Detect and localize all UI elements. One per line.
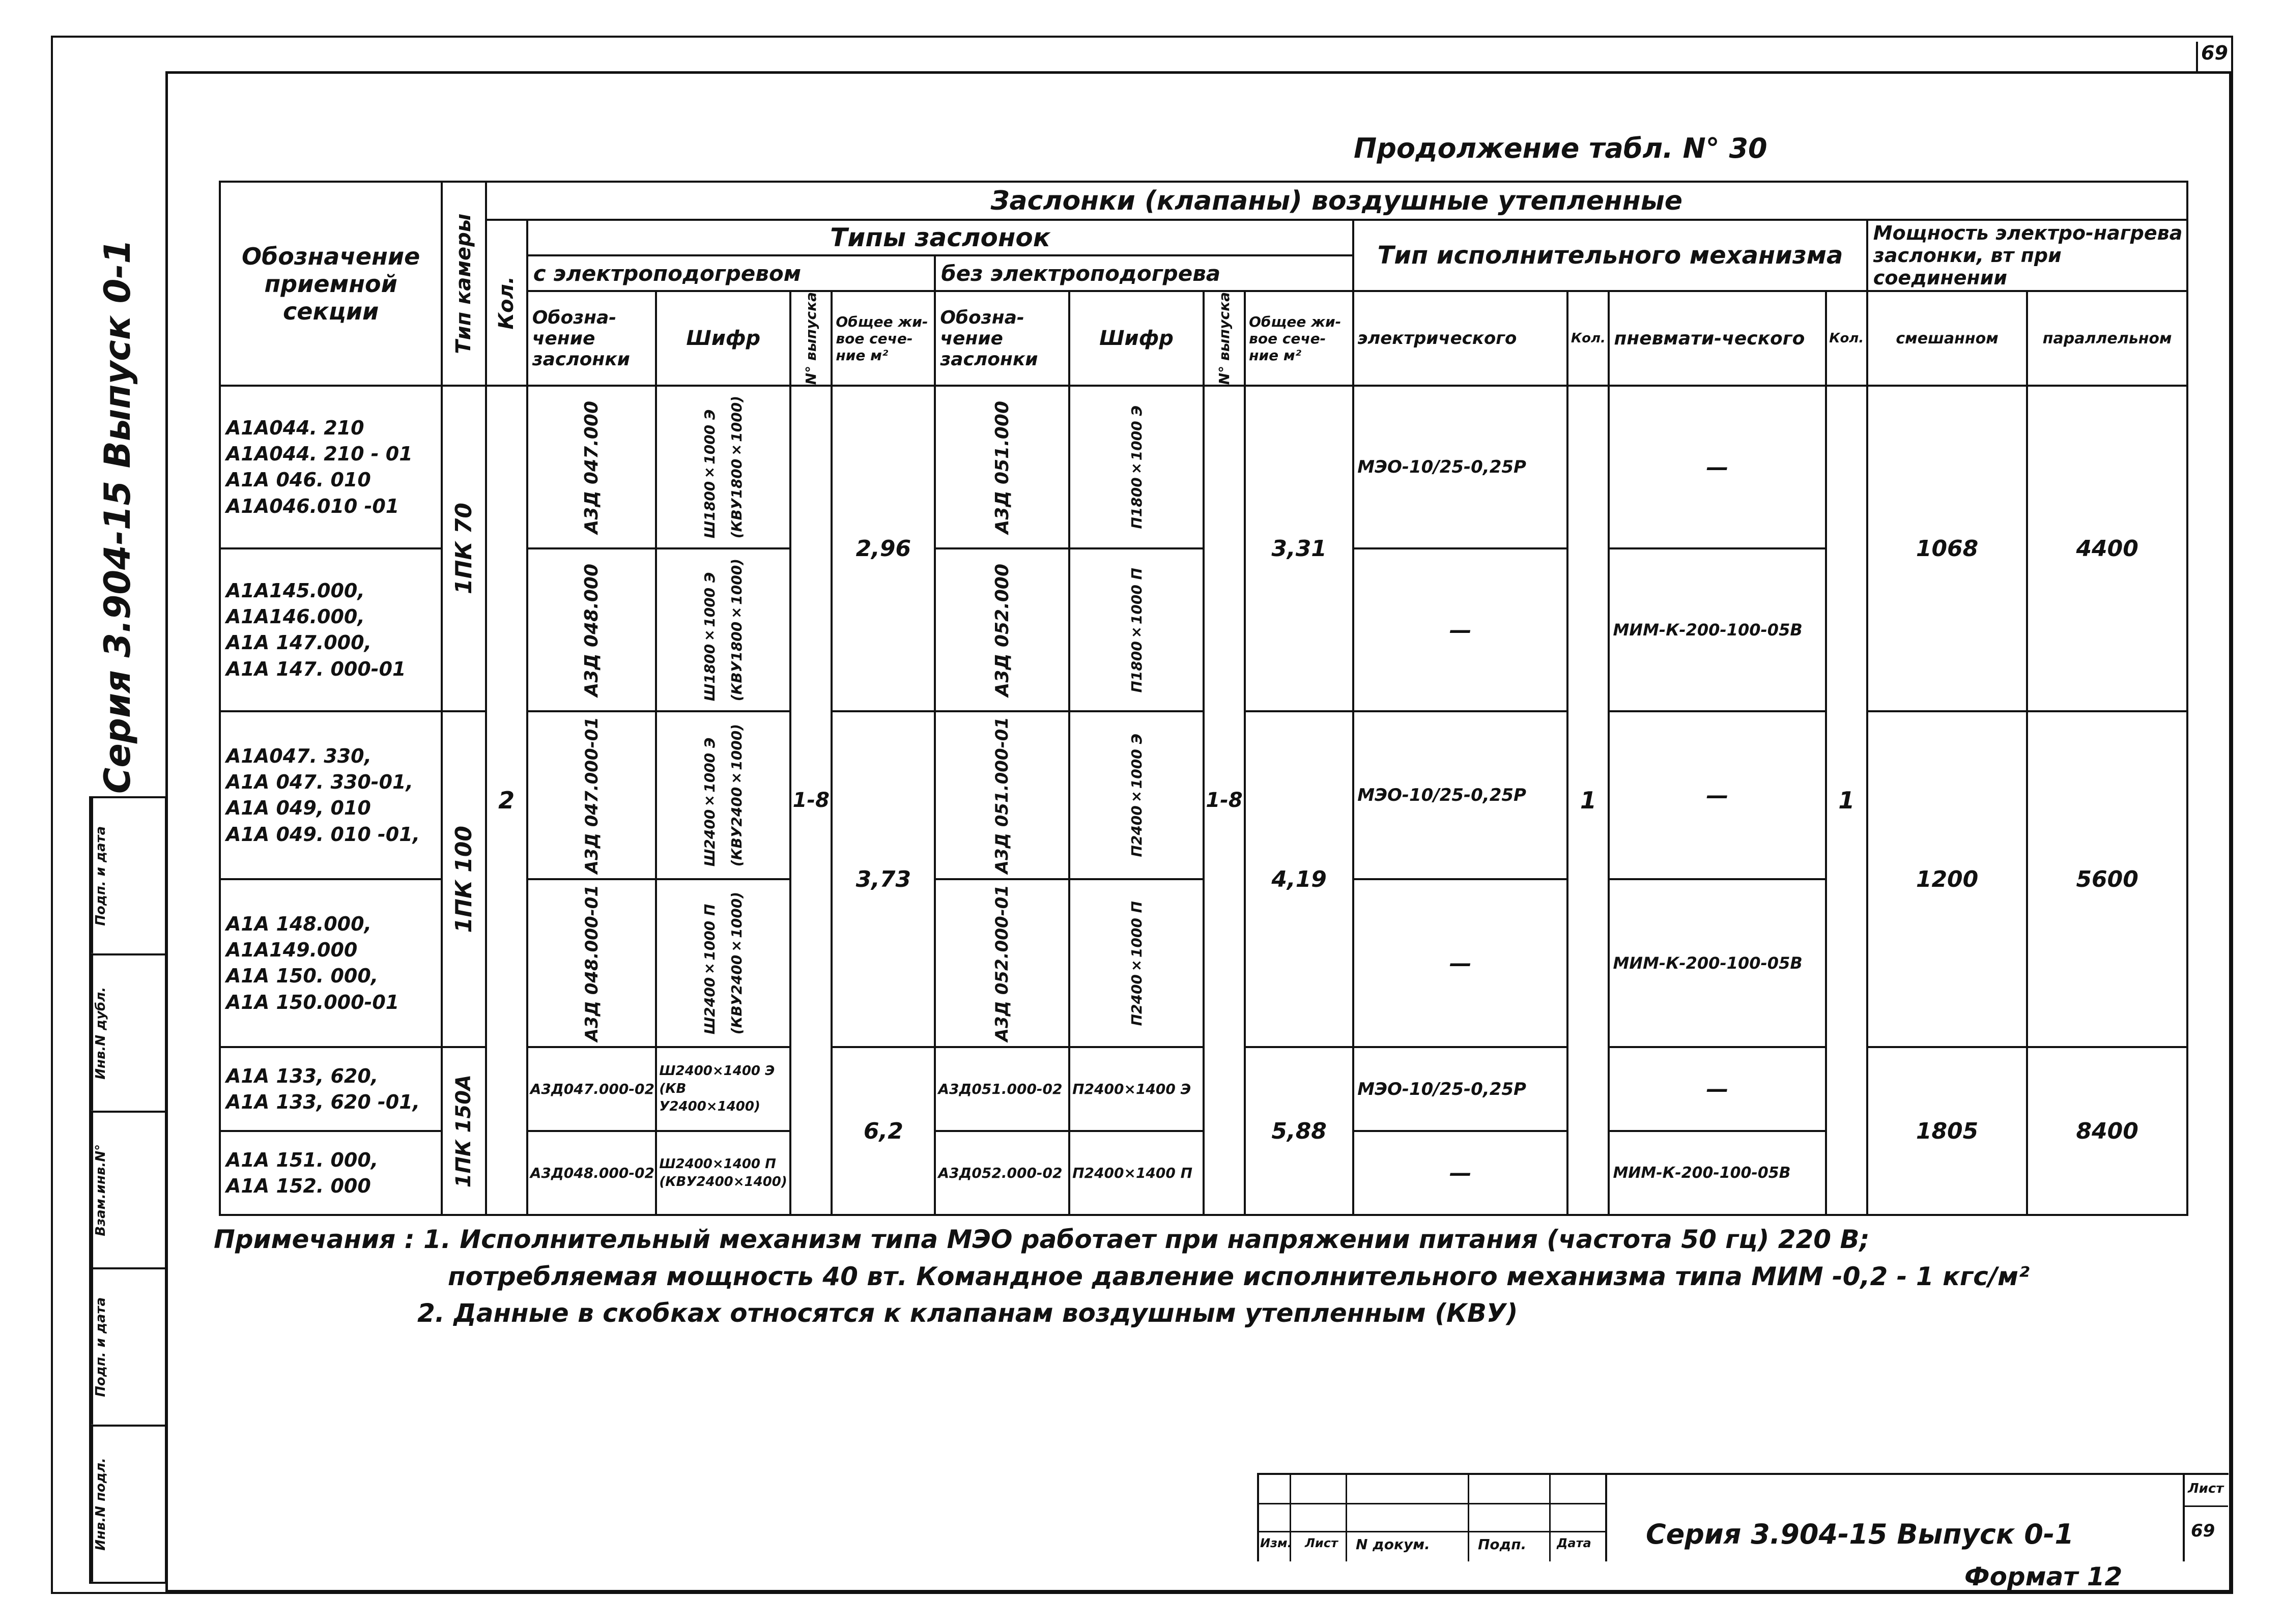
damper-without-cell: А3Д 052.000-01 bbox=[935, 879, 1069, 1047]
header-qty: Кол. bbox=[486, 220, 527, 386]
electric-cell: МЭО-10/25-0,25Р bbox=[1353, 711, 1567, 879]
damper-with-cell: А3Д 048.000 bbox=[527, 548, 657, 711]
header-code-without: Шифр bbox=[1069, 291, 1204, 386]
tb-sheet-label: Лист bbox=[2188, 1481, 2224, 1496]
code-without-cell: П1800×1000 П bbox=[1069, 548, 1204, 711]
header-designation: Обозначение приемной секции bbox=[220, 182, 442, 386]
stamp-cell: Подп. и дата bbox=[91, 798, 129, 953]
damper-without-cell: А3Д 052.000 bbox=[935, 548, 1069, 711]
code-with-cell: Ш2400×1400 Э (КВ У2400×1400) bbox=[656, 1047, 790, 1131]
header-electric-qty: Кол. bbox=[1567, 291, 1609, 386]
code-without-cell: П2400×1000 П bbox=[1069, 879, 1204, 1047]
area-with-cell: 2,96 bbox=[832, 386, 935, 711]
tb-col-date: Дата bbox=[1557, 1536, 1591, 1550]
header-types-group: Типы заслонок bbox=[527, 220, 1353, 255]
pneumatic-cell: — bbox=[1609, 1047, 1825, 1131]
notes bbox=[214, 1221, 2173, 1332]
damper-without-cell: А3Д052.000-02 bbox=[935, 1131, 1069, 1215]
power-mixed-cell: 1805 bbox=[1867, 1047, 2028, 1215]
table-row bbox=[220, 386, 2187, 548]
stamp-cell: Подп. и дата bbox=[91, 1269, 129, 1425]
header-pneumatic: пневмати-ческого bbox=[1609, 291, 1825, 386]
pneumatic-cell: МИМ-К-200-100-05В bbox=[1609, 1131, 1825, 1215]
sections-cell: А1А 151. 000, А1А 152. 000 bbox=[220, 1131, 442, 1215]
header-pneumatic-qty: Кол. bbox=[1826, 291, 1867, 386]
code-with-cell: Ш1800×1000 Э (КВУ1800×1000) bbox=[656, 386, 790, 548]
format-label: Формат 12 bbox=[1964, 1562, 2123, 1591]
power-parallel-cell: 4400 bbox=[2027, 386, 2187, 711]
area-with-cell: 3,73 bbox=[832, 711, 935, 1047]
stamp-cell: Взам.инв.N° bbox=[91, 1113, 129, 1268]
electric-cell: МЭО-10/25-0,25Р bbox=[1353, 1047, 1567, 1131]
header-camera-type: Тип камеры bbox=[442, 182, 486, 386]
note-line-1: 1. Исполнительный механизм типа МЭО работает при напряжении питания (частота 50 гц) 220 В; bbox=[423, 1225, 1870, 1254]
tb-series: Серия 3.904-15 Выпуск 0-1 bbox=[1646, 1518, 2074, 1550]
header-with-heating: с электроподогревом bbox=[527, 255, 935, 291]
table-caption: Продолжение табл. N° 30 bbox=[1354, 132, 1767, 164]
electric-cell: МЭО-10/25-0,25Р bbox=[1353, 386, 1567, 548]
electric-cell: — bbox=[1353, 548, 1567, 711]
header-without-heating: без электроподогрева bbox=[935, 255, 1353, 291]
note-line-3: 2. Данные в скобках относятся к клапанам воздушным утепленным (КВУ) bbox=[417, 1298, 1518, 1328]
side-stamp bbox=[89, 796, 167, 1584]
tb-sheet-no: 69 bbox=[2191, 1521, 2215, 1541]
sections-cell: А1А044. 210 А1А044. 210 - 01 А1А 046. 010 А1А046.010 -01 bbox=[220, 386, 442, 548]
damper-without-cell: А3Д 051.000-01 bbox=[935, 711, 1069, 879]
damper-with-cell: А3Д 048.000-01 bbox=[527, 879, 657, 1047]
pneumatic-cell: — bbox=[1609, 386, 1825, 548]
header-parallel: параллельном bbox=[2027, 291, 2187, 386]
qty-cell: 2 bbox=[486, 386, 527, 1215]
header-power-group: Мощность электро-нагрева заслонки, вт при соединении bbox=[1867, 220, 2187, 291]
power-mixed-cell: 1200 bbox=[1867, 711, 2028, 1047]
note-line-2: потребляемая мощность 40 вт. Командное давление исполнительного механизма типа МИМ -0,2 - 1 кгс/м² bbox=[448, 1261, 2030, 1291]
title-block bbox=[1257, 1473, 2229, 1561]
header-actuator-group: Тип исполнительного механизма bbox=[1353, 220, 1867, 291]
issue-with-cell: 1-8 bbox=[790, 386, 832, 1215]
power-parallel-cell: 5600 bbox=[2027, 711, 2187, 1047]
header-area-with: Общее жи-вое сече-ние м² bbox=[832, 291, 935, 386]
pneumatic-cell: МИМ-К-200-100-05В bbox=[1609, 548, 1825, 711]
stamp-cell: Инв.N дубл. bbox=[91, 955, 129, 1111]
damper-with-cell: А3Д048.000-02 bbox=[527, 1131, 657, 1215]
power-mixed-cell: 1068 bbox=[1867, 386, 2028, 711]
tb-col-doc: N докум. bbox=[1356, 1536, 1430, 1553]
camera-cell: 1ПК 150А bbox=[442, 1047, 486, 1215]
notes-label: Примечания : bbox=[214, 1225, 415, 1254]
area-with-cell: 6,2 bbox=[832, 1047, 935, 1215]
code-with-cell: Ш2400×1000 Э (КВУ2400×1000) bbox=[656, 711, 790, 879]
damper-with-cell: А3Д047.000-02 bbox=[527, 1047, 657, 1131]
power-parallel-cell: 8400 bbox=[2027, 1047, 2187, 1215]
side-series-title: Серия 3.904-15 Выпуск 0-1 bbox=[97, 239, 138, 794]
damper-without-cell: А3Д051.000-02 bbox=[935, 1047, 1069, 1131]
header-issue-with: N° выпуска bbox=[790, 291, 832, 386]
code-with-cell: Ш2400×1400 П (КВУ2400×1400) bbox=[656, 1131, 790, 1215]
sections-cell: А1А047. 330, А1А 047. 330-01, А1А 049, 010 А1А 049. 010 -01, bbox=[220, 711, 442, 879]
sections-cell: А1А 148.000, А1А149.000 А1А 150. 000, А1А 150.000-01 bbox=[220, 879, 442, 1047]
header-area-without: Общее жи-вое сече-ние м² bbox=[1245, 291, 1353, 386]
code-without-cell: П1800×1000 Э bbox=[1069, 386, 1204, 548]
pneumatic-cell: — bbox=[1609, 711, 1825, 879]
electric-qty-cell: 1 bbox=[1567, 386, 1609, 1215]
header-electric: электрического bbox=[1353, 291, 1567, 386]
area-without-cell: 4,19 bbox=[1245, 711, 1353, 1047]
code-without-cell: П2400×1000 Э bbox=[1069, 711, 1204, 879]
pneumatic-qty-cell: 1 bbox=[1826, 386, 1867, 1215]
page-number: 69 bbox=[2196, 42, 2231, 71]
header-damper-designation-without: Обозна-чение заслонки bbox=[935, 291, 1069, 386]
tb-col-sign: Подп. bbox=[1478, 1536, 1527, 1553]
pneumatic-cell: МИМ-К-200-100-05В bbox=[1609, 879, 1825, 1047]
header-mixed: смешанном bbox=[1867, 291, 2028, 386]
damper-without-cell: А3Д 051.000 bbox=[935, 386, 1069, 548]
area-without-cell: 5,88 bbox=[1245, 1047, 1353, 1215]
electric-cell: — bbox=[1353, 1131, 1567, 1215]
tb-col-list: Лист bbox=[1305, 1536, 1338, 1550]
tb-col-izm: Изм. bbox=[1260, 1536, 1292, 1550]
code-with-cell: Ш2400×1000 П (КВУ2400×1000) bbox=[656, 879, 790, 1047]
stamp-cell: Инв.N подл. bbox=[91, 1427, 129, 1582]
header-code-with: Шифр bbox=[656, 291, 790, 386]
code-without-cell: П2400×1400 Э bbox=[1069, 1047, 1204, 1131]
main-table bbox=[219, 181, 2188, 1216]
camera-cell: 1ПК 70 bbox=[442, 386, 486, 711]
header-main-group: Заслонки (клапаны) воздушные утепленные bbox=[486, 182, 2187, 220]
code-without-cell: П2400×1400 П bbox=[1069, 1131, 1204, 1215]
header-damper-designation-with: Обозна-чение заслонки bbox=[527, 291, 657, 386]
issue-without-cell: 1-8 bbox=[1204, 386, 1245, 1215]
damper-with-cell: А3Д 047.000-01 bbox=[527, 711, 657, 879]
sections-cell: А1А 133, 620, А1А 133, 620 -01, bbox=[220, 1047, 442, 1131]
code-with-cell: Ш1800×1000 Э (КВУ1800×1000) bbox=[656, 548, 790, 711]
header-issue-without: N° выпуска bbox=[1204, 291, 1245, 386]
camera-cell: 1ПК 100 bbox=[442, 711, 486, 1047]
area-without-cell: 3,31 bbox=[1245, 386, 1353, 711]
damper-with-cell: А3Д 047.000 bbox=[527, 386, 657, 548]
electric-cell: — bbox=[1353, 879, 1567, 1047]
sections-cell: А1А145.000, А1А146.000, А1А 147.000, А1А 147. 000-01 bbox=[220, 548, 442, 711]
